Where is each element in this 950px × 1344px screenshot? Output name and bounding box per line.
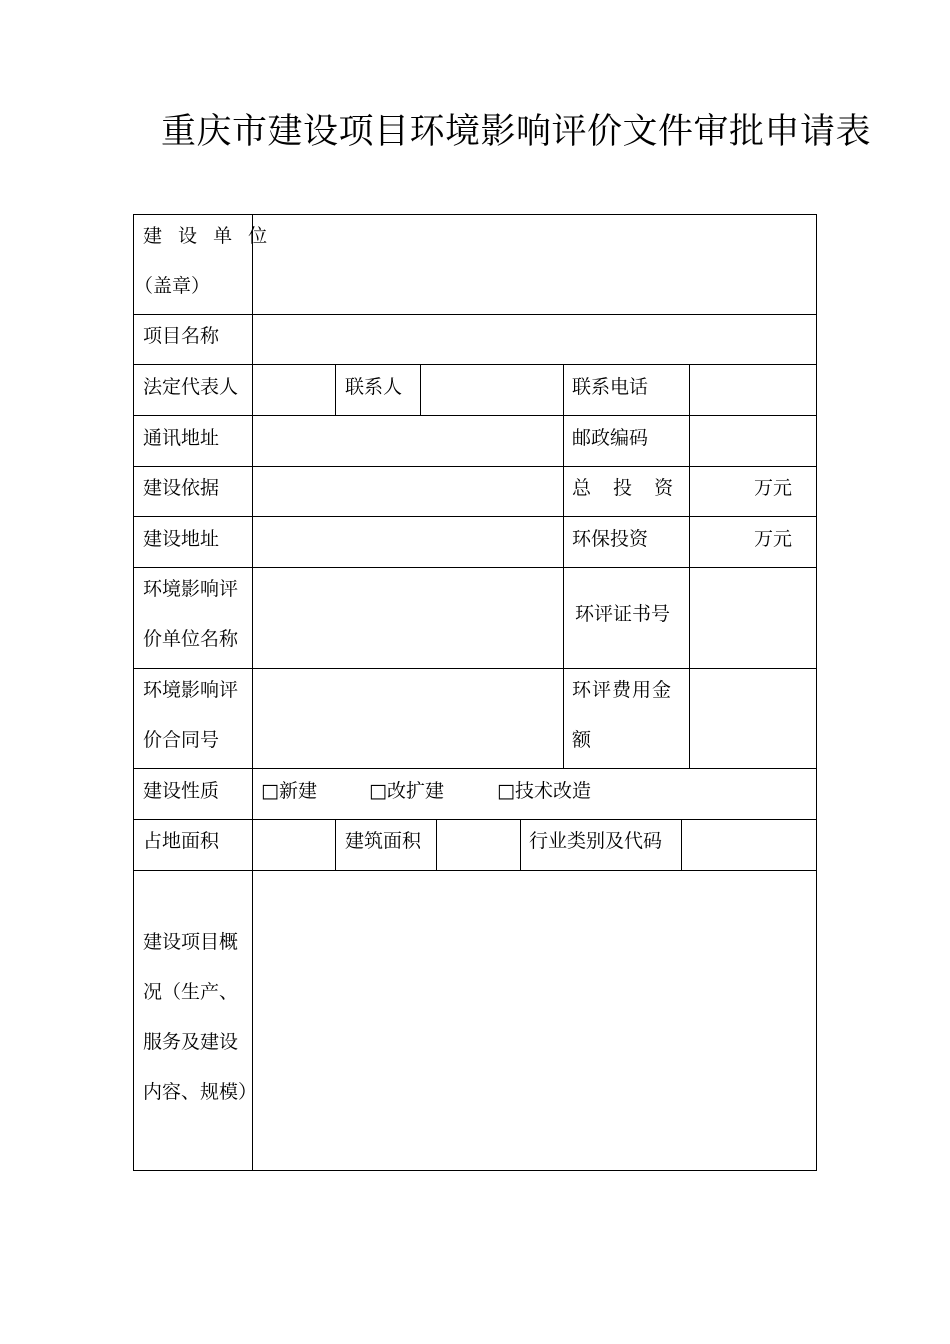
postal-code-label: 邮政编码: [572, 427, 649, 449]
contact-person-field[interactable]: [421, 365, 563, 415]
contact-phone-field[interactable]: [690, 365, 816, 415]
construction-basis-label: 建设依据: [143, 477, 220, 499]
building-area-field[interactable]: [437, 820, 520, 870]
eia-fee-field[interactable]: [690, 669, 816, 768]
overview-label-line2: 况（生产、: [143, 981, 239, 1003]
env-investment-unit: 万元: [754, 528, 793, 550]
builder-unit-field[interactable]: [253, 215, 816, 314]
option-new-checkbox[interactable]: □新建: [261, 780, 317, 802]
seal-label: （盖章）: [134, 275, 211, 297]
postal-code-field[interactable]: [690, 416, 816, 466]
page-title: 重庆市建设项目环境影响评价文件审批申请表: [161, 112, 872, 152]
row-divider: [133, 768, 817, 769]
legal-rep-label: 法定代表人: [143, 376, 239, 398]
project-overview-field[interactable]: [253, 871, 816, 1170]
eia-unit-field[interactable]: [253, 568, 563, 668]
legal-rep-field[interactable]: [253, 365, 335, 415]
option-expand-checkbox[interactable]: □改扩建: [369, 780, 444, 802]
contact-phone-label: 联系电话: [572, 376, 649, 398]
eia-certificate-field[interactable]: [690, 568, 816, 668]
eia-certificate-label: 环评证书号: [575, 603, 671, 625]
env-investment-label: 环保投资: [572, 528, 649, 550]
construction-address-field[interactable]: [253, 517, 563, 567]
mailing-address-field[interactable]: [253, 416, 563, 466]
column-divider: [335, 819, 336, 870]
eia-contract-label-line1: 环境影响评: [143, 679, 239, 701]
mailing-address-label: 通讯地址: [143, 427, 220, 449]
column-divider: [520, 819, 521, 870]
project-name-field[interactable]: [253, 315, 816, 364]
eia-unit-label-line2: 价单位名称: [143, 628, 239, 650]
option-tech-checkbox[interactable]: □技术改造: [497, 780, 591, 802]
land-area-field[interactable]: [253, 820, 335, 870]
industry-category-field[interactable]: [682, 820, 816, 870]
builder-unit-label: 建 设 单 位: [143, 225, 273, 247]
overview-label-line3: 服务及建设: [143, 1031, 239, 1053]
eia-contract-label-line2: 价合同号: [143, 729, 220, 751]
project-name-label: 项目名称: [143, 325, 220, 347]
total-investment-label: 总 投 资: [572, 477, 682, 499]
overview-label-line1: 建设项目概: [143, 931, 239, 953]
industry-category-label: 行业类别及代码: [529, 830, 663, 852]
eia-unit-label-line1: 环境影响评: [143, 578, 239, 600]
construction-address-label: 建设地址: [143, 528, 220, 550]
land-area-label: 占地面积: [143, 830, 220, 852]
column-divider: [563, 364, 564, 768]
construction-basis-field[interactable]: [253, 467, 563, 516]
contact-person-label: 联系人: [345, 376, 403, 398]
overview-label-line4: 内容、规模）: [143, 1081, 258, 1103]
construction-nature-label: 建设性质: [143, 780, 220, 802]
eia-fee-label-line2: 额: [572, 729, 592, 751]
eia-contract-field[interactable]: [253, 669, 563, 768]
column-divider: [335, 364, 336, 415]
building-area-label: 建筑面积: [345, 830, 422, 852]
total-investment-unit: 万元: [754, 477, 793, 499]
eia-fee-label-line1: 环评费用金: [572, 679, 673, 701]
